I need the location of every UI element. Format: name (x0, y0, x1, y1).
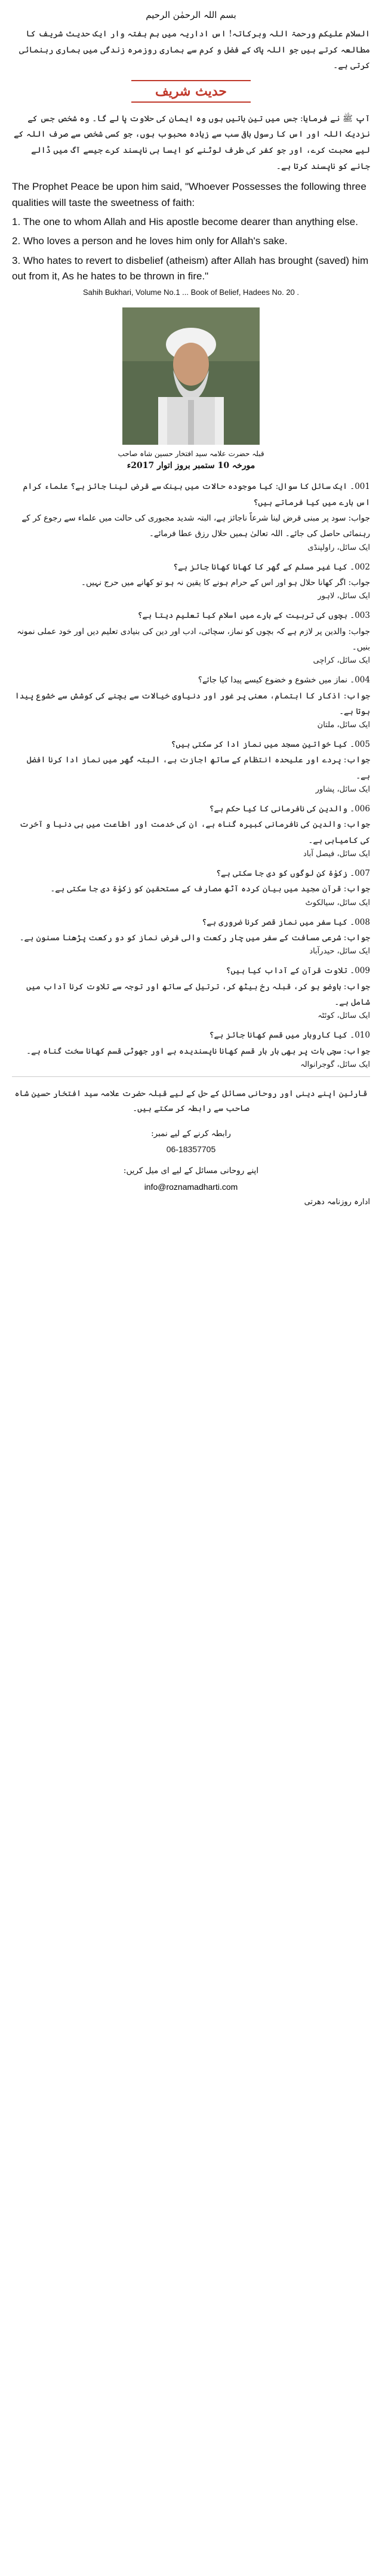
divider (12, 1076, 370, 1077)
questioner: ایک سائل، ملتان (317, 721, 370, 730)
answer: جواب: قرآن مجید میں بیان کردہ آٹھ مصارف کے مستحقین کو زکوٰۃ دی جا سکتی ہے۔ (50, 884, 370, 894)
questioner: ایک سائل، لاہور (318, 592, 370, 601)
hadith-en-lead: The Prophet Peace be upon him said, "Whoever Possesses the following three qualities will taste the sweetness of faith: (12, 181, 366, 208)
footer-note: قارئین اپنے دینی اور روحانی مسائل کے حل کے لیے قبلہ حضرت علامہ سید افتخار حسین شاہ صاحب سے رابطہ کر سکتے ہیں۔ (14, 1088, 368, 1114)
question: 007۔ زکوٰۃ کن لوگوں کو دی جا سکتی ہے؟ (216, 869, 370, 879)
question: 010۔ کیا کاروبار میں قسم کھانا جائز ہے؟ (209, 1030, 370, 1041)
qa-section (12, 479, 370, 1069)
hadith-banner-label: حدیث شریف (155, 83, 227, 99)
email-link[interactable]: info@roznamadharti.com (144, 1182, 238, 1192)
phone-label: رابطہ کرنے کے لیے نمبر: (151, 1129, 231, 1139)
basmala: بسم اللہ الرحمٰن الرحیم (146, 10, 236, 20)
question: 004۔ نماز میں خشوع و خضوع کیسے پیدا کیا جائے؟ (198, 675, 370, 685)
hadith-banner (131, 80, 251, 103)
publication-date: مورخہ 10 ستمبر بروز اتوار 2017ء (127, 461, 255, 471)
answer: جواب: شرعی مسافت کے سفر میں چار رکعت والی فرض نماز کو دو رکعت پڑھنا مسنون ہے۔ (19, 932, 370, 943)
hadith-english (12, 179, 370, 284)
article (0, 0, 382, 1224)
hadith-en-point-3: 3. Who hates to revert to disbelief (atheism) after Allah has brought (saved) him out from it, As he hates to be thrown in fire." (12, 254, 369, 282)
qa-item (12, 866, 370, 907)
portrait-caption: قبلہ حضرت علامہ سید افتخار حسین شاہ صاحب (118, 450, 264, 458)
question: 008۔ کیا سفر میں نماز قصر کرنا ضروری ہے؟ (202, 917, 370, 927)
hadith-source: Sahih Bukhari, Volume No.1 ... Book of Belief, Hadees No. 20 . (82, 288, 300, 297)
qa-item (12, 801, 370, 858)
questioner: ایک سائل، کراچی (313, 656, 370, 666)
questioner: ایک سائل، گوجرانوالہ (300, 1060, 370, 1069)
qa-item (12, 737, 370, 794)
signoff: ادارہ روزنامہ دھرتی (304, 1198, 370, 1207)
questioner: ایک سائل، راولپنڈی (307, 543, 370, 552)
questioner: ایک سائل، فیصل آباد (303, 850, 370, 859)
questioner: ایک سائل، پشاور (315, 785, 370, 795)
hadith-en-point-2: 2. Who loves a person and he loves him only for Allah's sake. (12, 235, 288, 247)
intro-paragraph: السلام علیکم ورحمۃ اللہ وبرکاتہ! اس اداریہ میں ہم ہفتہ وار ایک حدیث شریف کا مطالعہ کرتے ہیں جو اللہ پاک کے فضل و کرم سے ہماری روزمرہ زندگی میں ہماری رہنمائی کرتی ہے۔ (19, 29, 370, 71)
question: 006۔ والدین کی نافرمانی کا کیا حکم ہے؟ (209, 804, 370, 814)
hadith-en-point-1: 1. The one to whom Allah and His apostle become dearer than anything else. (12, 216, 358, 227)
qa-item (12, 1027, 370, 1069)
questioner: ایک سائل، کوئٹہ (318, 1011, 370, 1021)
qa-item (12, 608, 370, 665)
scholar-portrait (122, 307, 260, 445)
qa-item (12, 915, 370, 956)
question: 001۔ ایک سائل کا سوال: کیا موجودہ حالات میں بینک سے قرض لینا جائز ہے؟ علماء کرام اس بارے میں کیا فرماتے ہیں؟ (23, 482, 370, 507)
question: 003۔ بچوں کی تربیت کے بارے میں اسلام کیا تعلیم دیتا ہے؟ (137, 611, 370, 621)
answer: جواب: سود پر مبنی قرض لینا شرعاً ناجائز ہے، البتہ شدید مجبوری کی حالت میں علماء سے رجوع کر کے رہنمائی حاصل کی جائے۔ اللہ تعالیٰ ہمیں حلال رزق عطا فرمائے۔ (21, 513, 370, 539)
answer: جواب: اگر کھانا حلال ہو اور اس کے حرام ہونے کا یقین نہ ہو تو کھانے میں حرج نہیں۔ (81, 577, 370, 587)
question: 005۔ کیا خواتین مسجد میں نماز ادا کر سکتی ہیں؟ (171, 740, 370, 750)
question: 009۔ تلاوت قرآن کے آداب کیا ہیں؟ (226, 966, 370, 976)
question: 002۔ کیا غیر مسلم کے گھر کا کھانا کھانا جائز ہے؟ (173, 562, 370, 572)
qa-item (12, 672, 370, 730)
qa-item (12, 963, 370, 1020)
answer: جواب: پردے اور علیحدہ انتظام کے ساتھ اجازت ہے، البتہ گھر میں نماز ادا کرنا افضل ہے۔ (26, 755, 370, 781)
answer: جواب: سچی بات پر بھی بار بار قسم کھانا ناپسندیدہ ہے اور جھوٹی قسم کھانا سخت گناہ ہے۔ (26, 1046, 370, 1056)
qa-item (12, 559, 370, 601)
answer: جواب: اذکار کا اہتمام، معنی پر غور اور دنیاوی خیالات سے بچنے کی کوشش سے خشوع پیدا ہوتا ہے۔ (14, 691, 370, 716)
answer: جواب: والدین کی نافرمانی کبیرہ گناہ ہے، ان کی خدمت اور اطاعت میں ہی دنیا و آخرت کی کامیابی ہے۔ (19, 820, 370, 845)
answer: جواب: باوضو ہو کر، قبلہ رخ بیٹھ کر، ترتیل کے ساتھ اور توجہ سے تلاوت کرنا آداب میں شامل ہے۔ (26, 981, 370, 1007)
email-label: اپنے روحانی مسائل کے لیے ای میل کریں: (123, 1165, 259, 1175)
phone-number: 06-18357705 (166, 1144, 216, 1154)
questioner: ایک سائل، سیالکوٹ (305, 898, 370, 907)
qa-item (12, 479, 370, 552)
questioner: ایک سائل، حیدرآباد (309, 947, 370, 956)
hadith-urdu: آپ ﷺ نے فرمایا: جس میں تین باتیں ہوں وہ ایمان کی حلاوت پا لے گا۔ وہ شخص جس کے نزدیک اللہ اور اس کا رسول باقی سب سے زیادہ محبوب ہوں، جو کسی شخص سے صرف اللہ کے لیے محبت کرے، اور جو کفر کی طرف لوٹنے کو ایسا ہی ناپسند کرے جیسے آگ میں ڈالے جانے کو ناپسند کرتا ہے۔ (14, 113, 370, 171)
answer: جواب: والدین پر لازم ہے کہ بچوں کو نماز، سچائی، ادب اور دین کی بنیادی تعلیم دیں اور خود عملی نمونہ بنیں۔ (17, 626, 370, 652)
